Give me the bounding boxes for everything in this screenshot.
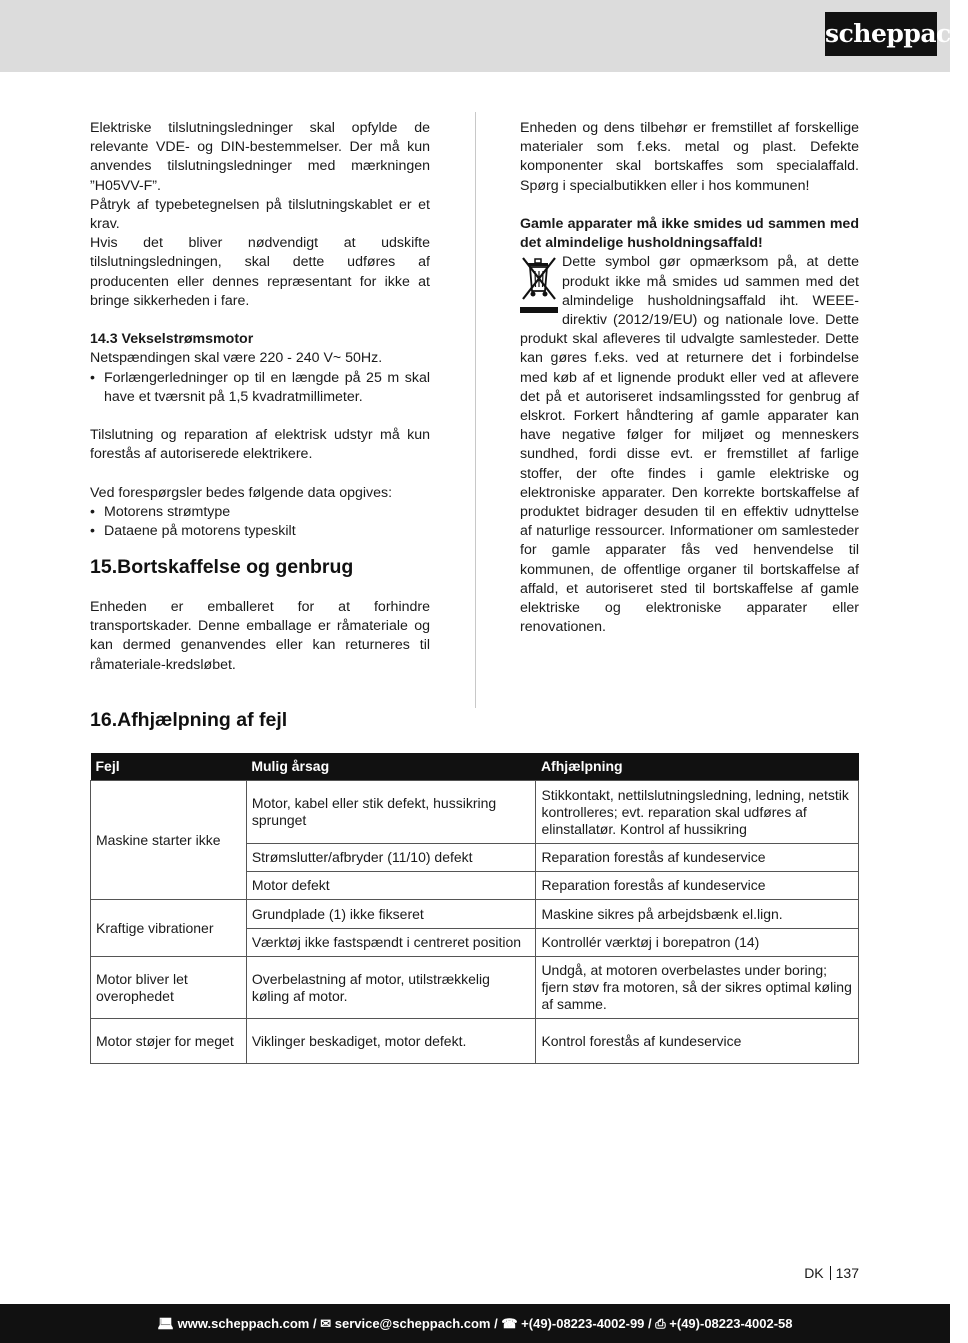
fault-cell: Motor støjer for meget (91, 1019, 247, 1064)
type-label-text: Påtryk af typebetegnelsen på tilslutningskablet er et krav. (90, 196, 430, 233)
troubleshooting-table (90, 753, 859, 1064)
weee-crossed-bin-icon (520, 255, 558, 315)
subsection-heading: 14.3 Vekselstrømsmotor (90, 331, 254, 348)
disposal-text: Enheden er emballeret for at forhindre transportskader. Denne emballage er råmateriale og kan dermed genanvendes eller kan returneres til råmateriale-kredsløbet. (90, 599, 430, 673)
phone-icon: ☎︎ (501, 1316, 518, 1331)
fault-cell: Kraftige vibrationer (91, 900, 247, 957)
remedy-cell: Reparation forestås af kundeservice (536, 844, 859, 872)
fax-number: +(49)-08223-4002-58 (669, 1316, 793, 1331)
language-code: DK (804, 1265, 824, 1281)
cable-requirements-text: Elektriske tilslutningsledninger skal opfylde de relevante VDE- og DIN-bestemmelser. Der må kun anvendes tilslutningsledninger med mærkningen ”H05VV-F”. (90, 120, 430, 194)
phone-number: +(49)-08223-4002-99 (521, 1316, 645, 1331)
remedy-cell: Kontrol forestås af kundeservice (536, 1019, 859, 1064)
table-row (91, 781, 859, 844)
page-number-value: 137 (835, 1265, 859, 1281)
cause-cell: Motor defekt (246, 872, 536, 900)
header-fault: Fejl (91, 753, 247, 781)
table-row (91, 1019, 859, 1064)
cause-cell: Motor, kabel eller stik defekt, hussikring sprunget (246, 781, 536, 844)
cable-replacement-text: Hvis det bliver nødvendigt at udskifte tilslutningsledningen, skal dette udføres af producenten eller dennes repræsentant for ikke at bringe sikkerheden i fare. (90, 235, 430, 309)
left-column (90, 119, 430, 541)
table-header-row (91, 753, 859, 781)
list-item: • Motorens strømtype (90, 504, 231, 521)
cause-cell: Overbelastning af motor, utilstrækkelig køling af motor. (246, 957, 536, 1019)
cause-cell: Grundplade (1) ikke fikseret (246, 900, 536, 929)
header-remedy: Afhjælpning (536, 753, 859, 781)
right-column (520, 119, 859, 637)
header-bar (0, 0, 968, 72)
email-link[interactable]: service@scheppach.com (334, 1316, 491, 1331)
fault-cell: Maskine starter ikke (91, 781, 247, 900)
computer-icon: 💻︎ (157, 1316, 174, 1331)
materials-text: Enheden og dens tilbehør er fremstillet af forskellige materialer som f.eks. metal og plast. Defekte komponenter skal bortskaffes som specialaffald. Spørg i specialbutikken eller i hos kommunen! (520, 120, 859, 194)
cause-cell: Værktøj ikke fastspændt i centreret position (246, 929, 536, 957)
scheppach-logo: scheppach (825, 12, 937, 56)
column-divider (475, 112, 476, 708)
inquiry-text: Ved forespørgsler bedes følgende data opgives: (90, 484, 393, 501)
list-item: • Dataene på motorens typeskilt (90, 523, 296, 540)
section-16-heading: 16.Afhjælpning af fejl (90, 709, 288, 731)
section-15-heading: 15.Bortskaffelse og genbrug (90, 556, 354, 578)
page-number (804, 1265, 859, 1281)
cause-cell: Viklinger beskadiget, motor defekt. (246, 1019, 536, 1064)
cause-cell: Strømslutter/afbryder (11/10) defekt (246, 844, 536, 872)
remedy-cell: Maskine sikres på arbejdsbænk el.lign. (536, 900, 859, 929)
remedy-cell: Reparation forestås af kundeservice (536, 872, 859, 900)
table-row (91, 900, 859, 929)
remedy-cell: Undgå, at motoren overbelastes under boring; fjern støv fra motoren, så der sikres optimal køling af samme. (536, 957, 859, 1019)
fax-icon: ⎙ (655, 1316, 666, 1331)
repair-text: Tilslutning og reparation af elektrisk udstyr må kun forestås af autoriserede elektrikere. (90, 427, 430, 463)
warning-heading: Gamle apparater må ikke smides ud sammen med det almindelige husholdningsaffald! (520, 216, 859, 252)
weee-text: Dette symbol gør opmærksom på, at dette produkt ikke må smides ud sammen med det almindelige husholdningsaffald iht. WEEE-direktiv (2012/19/EU) og nationale love. Dette produkt skal afleveres til udvalgte samlesteder. Dette kan gøres f.eks. ved at returnere det i forbindelse med køb af et lignende produkt eller ved at aflevere det på et autoriseret indsamlingssted for genbrug af elskrot. Forkert håndtering af gamle apparater kan have negative følger for miljøet og menneskers sundhed, fordi disse evt. er fremstillet af farlige stoffer, der ofte findes i gamle elektriske og elektroniske apparater. Den korrekte bortskaffelse af produktet bidrager desuden til en effektiv udnyttelse af naturlige ressourcer. Informationer om samlesteder for gamle apparater fås ved henvendelse til kommunen, de offentlige organer til bortskaffelse af affald, et autoriseret sted til bortskaffelse af gamle elektriske og elektroniske apparater eller renovationen. (520, 254, 859, 636)
website-link[interactable]: www.scheppach.com (177, 1316, 310, 1331)
remedy-cell: Kontrollér værktøj i borepatron (14) (536, 929, 859, 957)
voltage-text: Netspændingen skal være 220 - 240 V~ 50Hz. (90, 350, 383, 367)
remedy-cell: Stikkontakt, nettilslutningsledning, ledning, netstik kontrolleres; evt. reparation skal udføres af elinstallatør. Kontrol af hussikring (536, 781, 859, 844)
fault-cell: Motor bliver let overophedet (91, 957, 247, 1019)
list-item: • Forlængerledninger op til en længde på 25 m skal have et tværsnit på 1,5 kvadratmillimeter. (90, 369, 430, 405)
header-cause: Mulig årsag (246, 753, 536, 781)
table-row (91, 957, 859, 1019)
footer-bar: 💻︎ www.scheppach.com / ✉︎ service@scheppach.com / ☎︎ +(49)-08223-4002-99 / ⎙ +(49)-08223-4002-58 (0, 1304, 950, 1343)
mail-icon: ✉︎ (320, 1316, 332, 1331)
